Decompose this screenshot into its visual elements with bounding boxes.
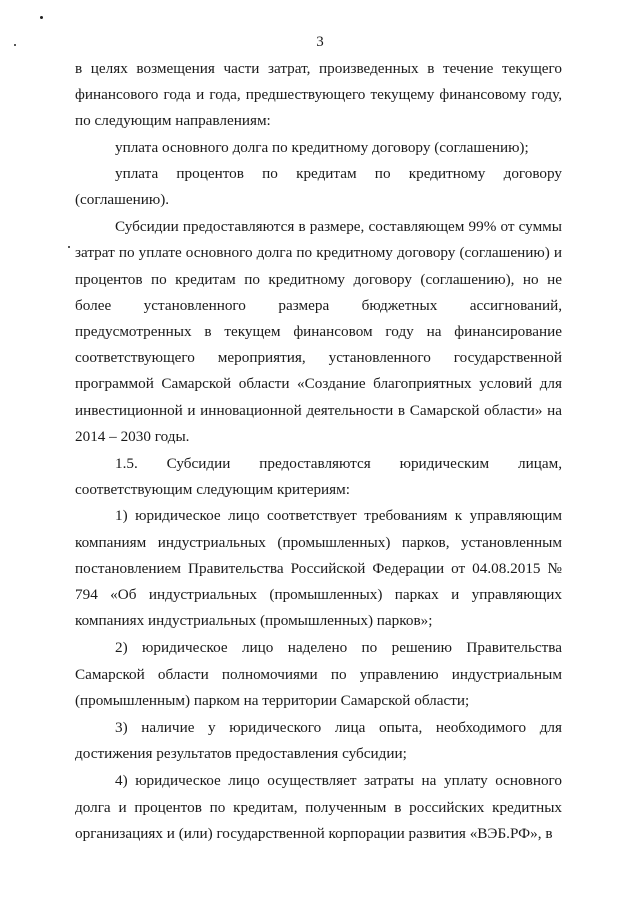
paragraph-direction-principal: уплата основного долга по кредитному договору (соглашению);	[115, 138, 529, 156]
page-number: 3	[316, 34, 324, 50]
document-body	[75, 56, 562, 847]
criterion-4: 4) юридическое лицо осуществляет затраты на уплату основного долга и процентов по кредитам, полученным в российских кредитных организациях и (или) государственной корпорации развития «ВЭБ.РФ», в	[75, 772, 562, 842]
scan-speck	[14, 44, 16, 46]
criterion-3: 3) наличие у юридического лица опыта, необходимого для достижения результатов предоставления субсидии;	[75, 719, 562, 763]
paragraph-purpose: в целях возмещения части затрат, произведенных в течение текущего финансового года и года, предшествующего текущему финансовому году, по следующим направлениям:	[75, 60, 562, 130]
paragraph-section-1-5: 1.5. Субсидии предоставляются юридическим лицам, соответствующим следующим критериям:	[75, 455, 562, 499]
criterion-2: 2) юридическое лицо наделено по решению Правительства Самарской области полномочиями по управлению индустриальным (промышленным) парком на территории Самарской области;	[75, 639, 562, 709]
paragraph-subsidy-amount: Субсидии предоставляются в размере, составляющем 99% от суммы затрат по уплате основного долга по кредитному договору (соглашению) и процентов по кредитам по кредитному договору (соглашению), но не более установленного размера бюджетных ассигнований, предусмотренных в текущем финансовом году на финансирование соответствующего мероприятия, установленного государственной программой Самарской области «Создание благоприятных условий для инвестиционной и инновационной деятельности в Самарской области» на 2014 – 2030 годы.	[75, 218, 562, 445]
scan-speck	[68, 246, 70, 248]
paragraph-direction-interest: уплата процентов по кредитам по кредитному договору (соглашению).	[75, 164, 562, 209]
scan-speck	[40, 16, 43, 19]
criterion-1: 1) юридическое лицо соответствует требованиям к управляющим компаниям индустриальных (промышленных) парков, установленным постановлением Правительства Российской Федерации от 04.08.2015 № 794 «Об индустриальных (промышленных) парках и управляющих компаниях индустриальных (промышленных) парков»;	[75, 507, 562, 630]
